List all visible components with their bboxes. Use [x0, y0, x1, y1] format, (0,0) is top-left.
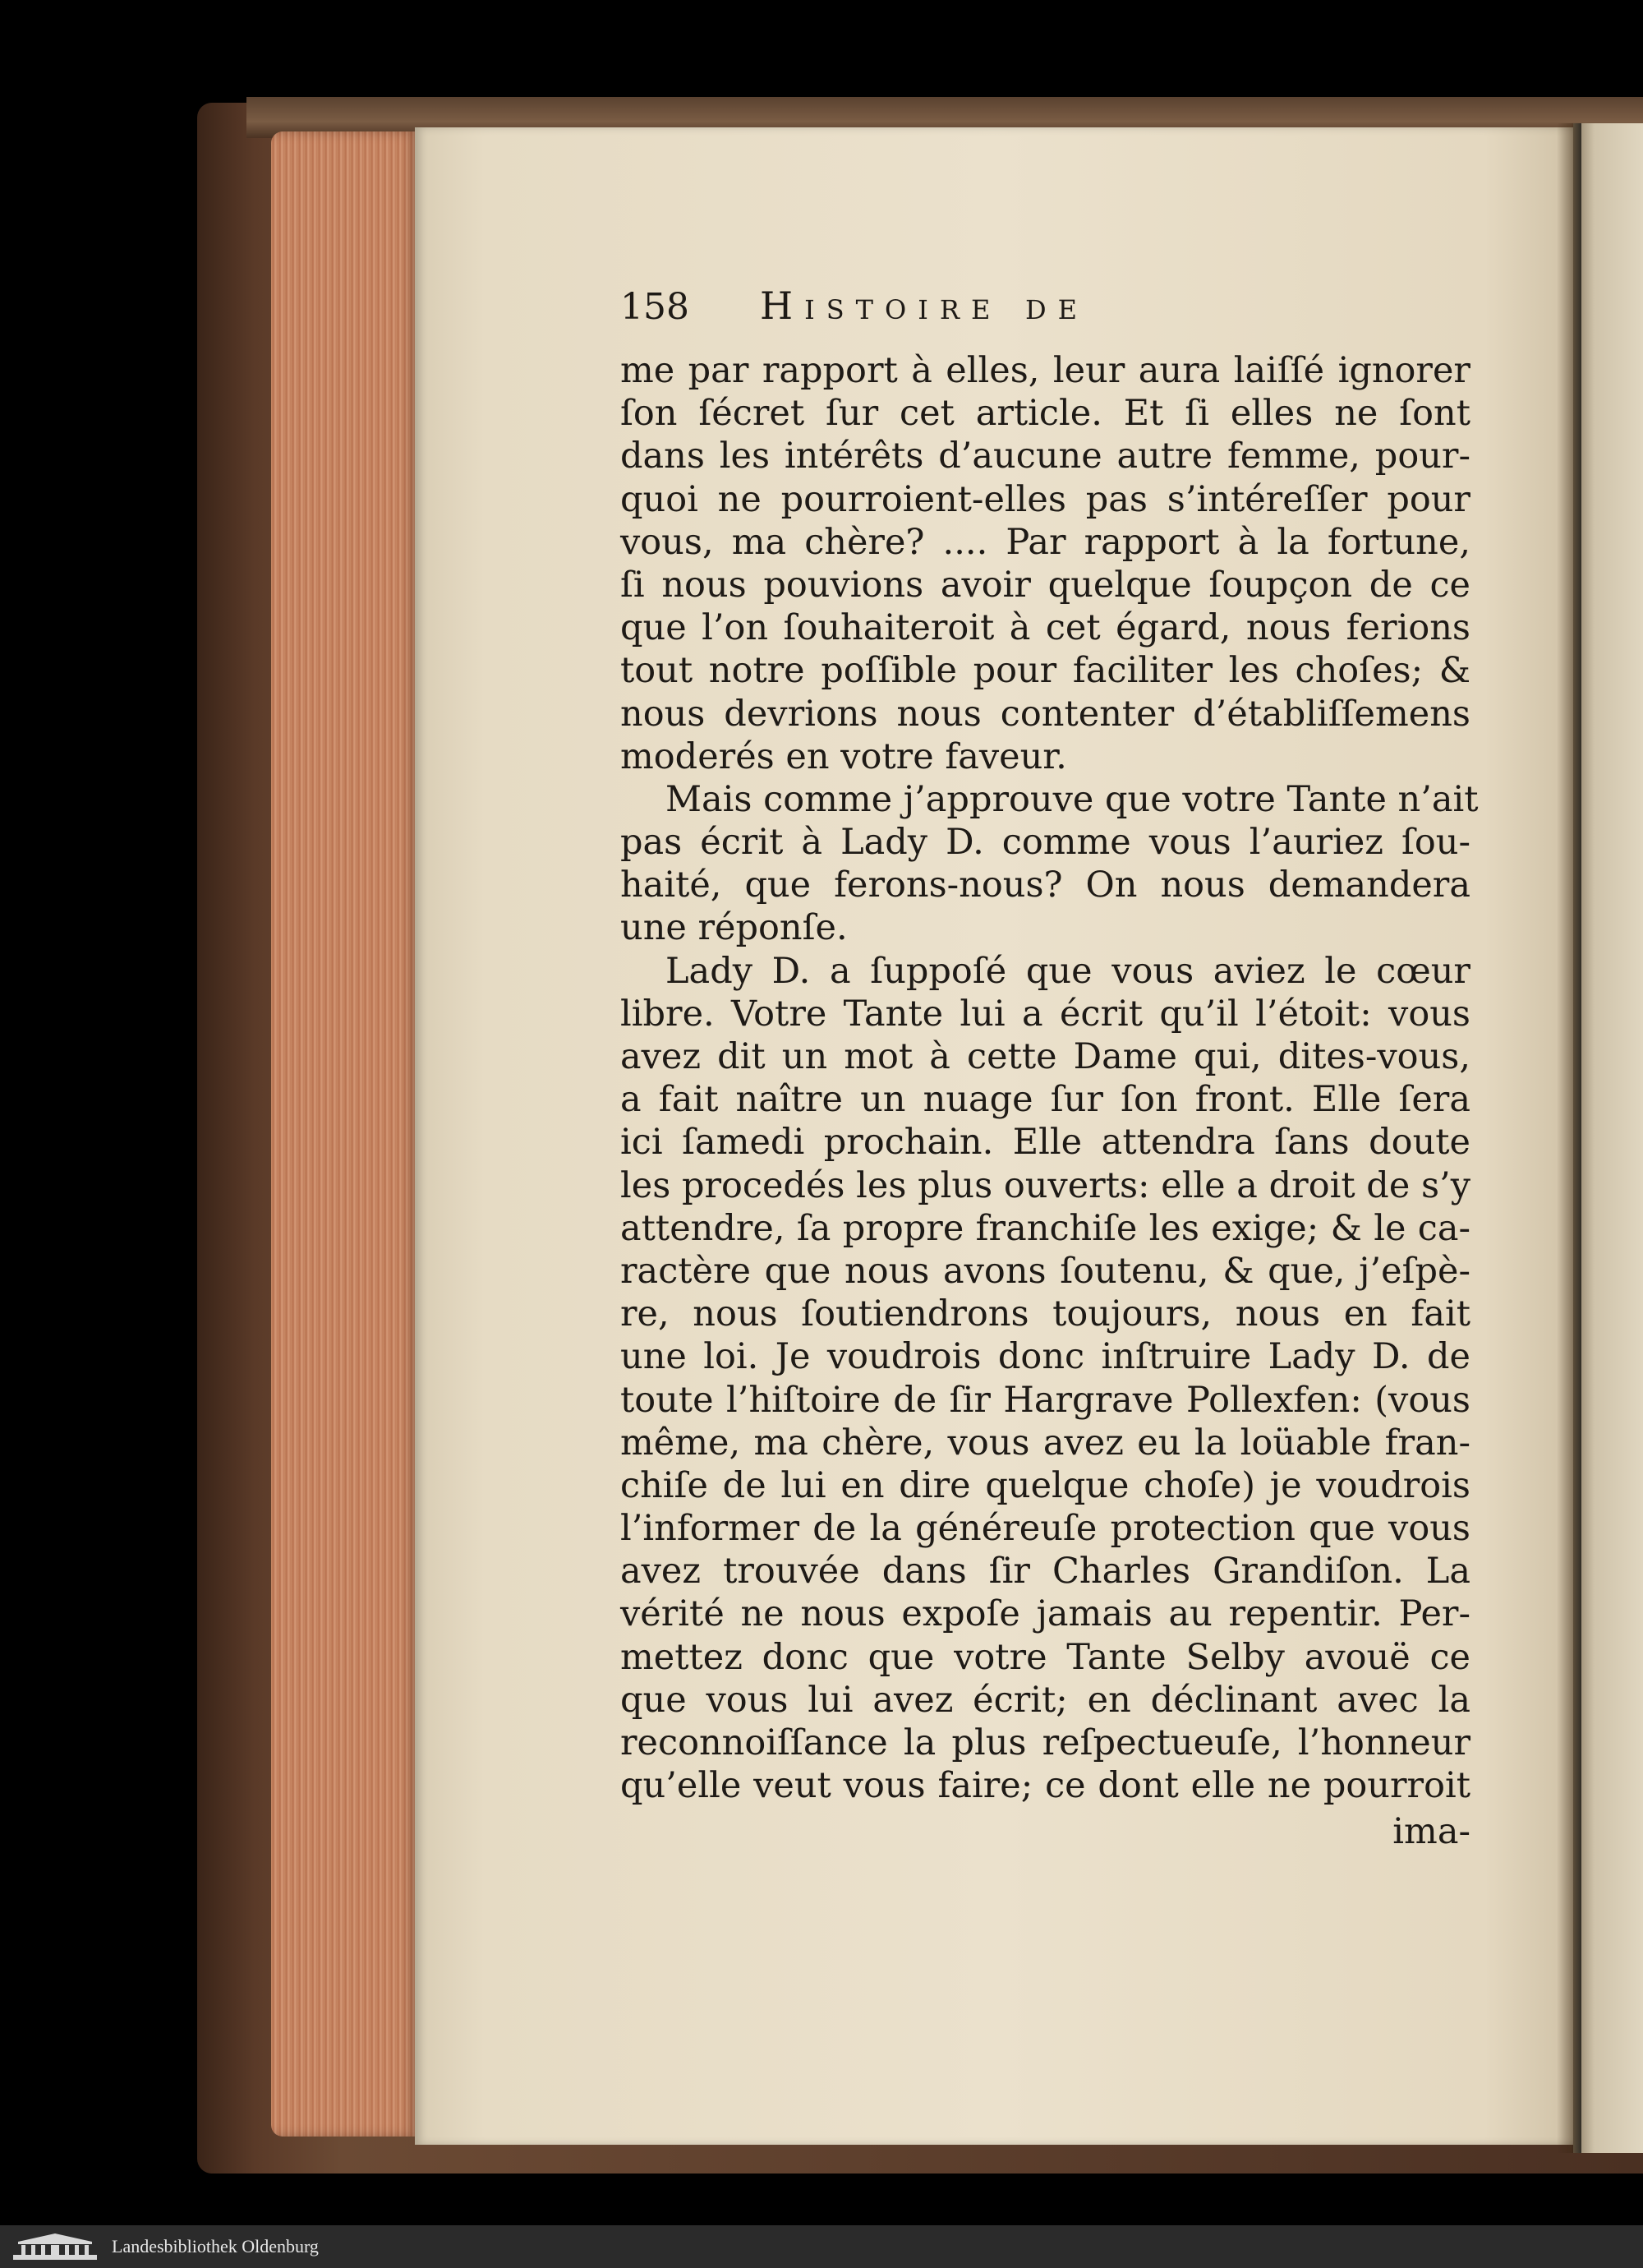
- right-page-edge: [1573, 123, 1643, 2153]
- text-line: toute l’hiſtoire de ſir Hargrave Pollexfen: (vous: [620, 1379, 1470, 1421]
- text-line: avez trouvée dans ſir Charles Grandiſon. La: [620, 1551, 1470, 1593]
- text-line: ſi nous pouvions avoir quelque ſoupçon de ce: [620, 564, 1470, 606]
- text-line: libre. Votre Tante lui a écrit qu’il l’étoit: vous: [620, 993, 1470, 1035]
- text-line: re, nous ſoutiendrons toujours, nous en fait: [620, 1293, 1470, 1335]
- library-building-icon: [10, 2230, 100, 2263]
- running-header: [620, 284, 1470, 349]
- text-line: nous devrions nous contenter d’établiſſemens: [620, 693, 1470, 735]
- text-line: vérité ne nous expoſe jamais au repentir. Per-: [620, 1593, 1470, 1635]
- text-line: haité, que ferons-nous? On nous demandera: [620, 864, 1470, 906]
- page-number: 158: [620, 286, 689, 328]
- library-name: Landesbibliothek Oldenburg: [112, 2236, 319, 2256]
- text-line: mettez donc que votre Tante Selby avouë ce: [620, 1636, 1470, 1678]
- text-line: que vous lui avez écrit; en déclinant avec la: [620, 1679, 1470, 1721]
- text-line: Mais comme j’approuve que votre Tante n’ait: [665, 778, 1479, 820]
- text-line: ici ſamedi prochain. Elle attendra ſans doute: [620, 1122, 1470, 1164]
- text-line: les procedés les plus ouverts: elle a droit de s’y: [620, 1164, 1470, 1206]
- text-line: Lady D. a ſuppoſé que vous aviez le cœur: [665, 950, 1470, 992]
- text-line: dans les intérêts d’aucune autre femme, pour-: [620, 436, 1470, 477]
- text-line: moderés en votre faveur.: [620, 735, 1067, 777]
- text-line: quoi ne pourroient-elles pas s’intéreſſer pour: [620, 478, 1470, 520]
- text-line: pas écrit à Lady D. comme vous l’auriez ſou-: [620, 822, 1470, 864]
- text-line: avez dit un mot à cette Dame qui, dites-vous,: [620, 1036, 1470, 1077]
- catchword: ima-: [1392, 1811, 1470, 1853]
- text-line: a fait naître un nuage ſur ſon front. Elle ſera: [620, 1079, 1470, 1121]
- book-gutter: [1557, 123, 1581, 2153]
- text-line: me par rapport à elles, leur aura laiſſé ignorer: [620, 350, 1470, 391]
- text-line: chiſe de lui en dire quelque choſe) je voudrois: [620, 1464, 1470, 1506]
- text-line: l’informer de la généreuſe protection que vous: [620, 1508, 1470, 1550]
- running-title: Histoire de: [760, 284, 1088, 328]
- text-line: même, ma chère, vous avez eu la loüable fran-: [620, 1422, 1470, 1464]
- text-line: qu’elle veut vous faire; ce dont elle ne pourroit: [620, 1765, 1470, 1807]
- text-line: une réponſe.: [620, 907, 848, 949]
- text-line: une loi. Je voudrois donc inſtruire Lady D. de: [620, 1336, 1470, 1378]
- text-line: ſon ſécret ſur cet article. Et ſi elles ne ſont: [620, 393, 1470, 435]
- text-line: reconnoiſſance la plus reſpectueuſe, l’honneur: [620, 1722, 1470, 1763]
- text-line: que l’on ſouhaiteroit à cet égard, nous ferions: [620, 607, 1470, 649]
- text-line: ractère que nous avons ſoutenu, & que, j’eſpè-: [620, 1250, 1470, 1292]
- text-line: tout notre poſſible pour faciliter les choſes; &: [620, 650, 1470, 692]
- footer-bar: [0, 2225, 1643, 2268]
- text-line: vous, ma chère? .... Par rapport à la fortune,: [620, 521, 1470, 563]
- text-line: attendre, ſa propre franchiſe les exige; & le ca-: [620, 1207, 1470, 1249]
- page-fore-edge: [271, 131, 419, 2137]
- page-text: [620, 284, 1479, 1856]
